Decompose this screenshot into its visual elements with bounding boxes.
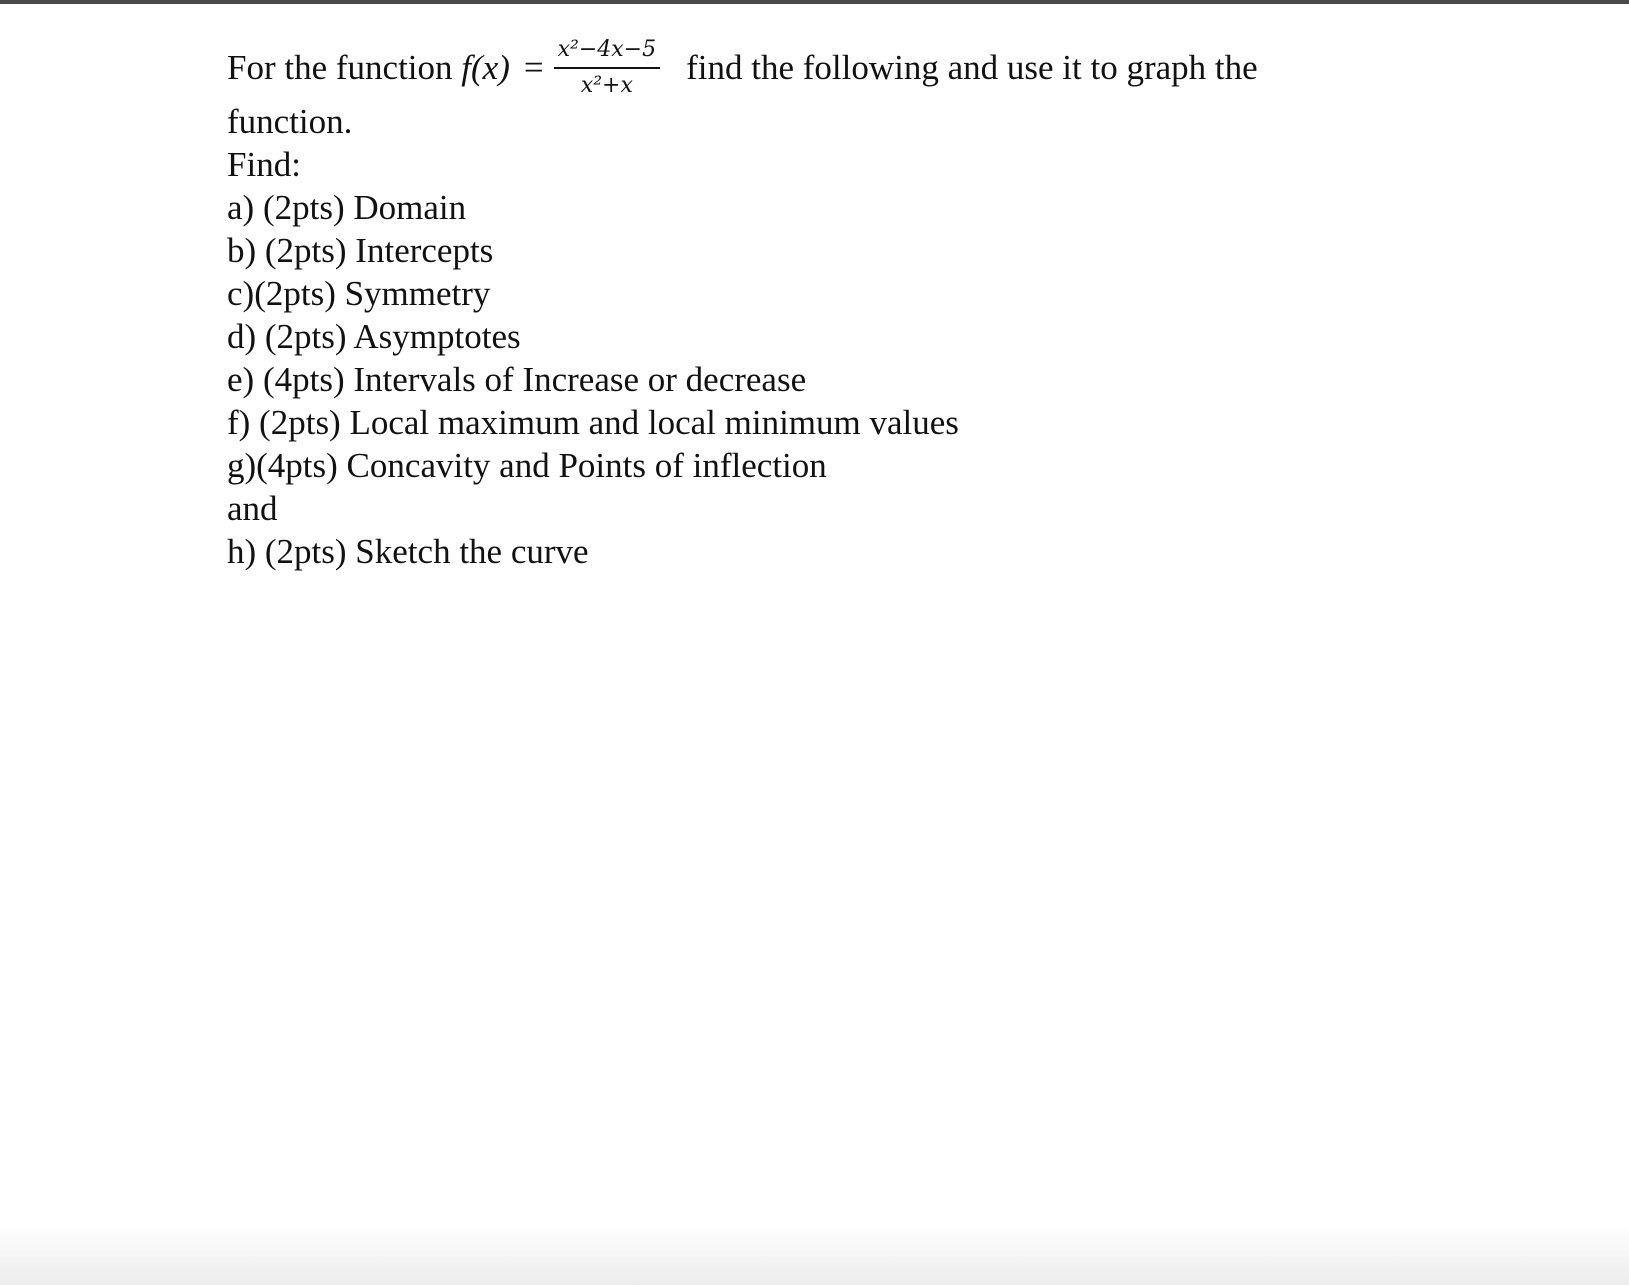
intro-continuation: function.	[227, 102, 353, 141]
bottom-shadow	[0, 1225, 1629, 1285]
intro-suffix: find the following and use it to graph the	[686, 48, 1258, 87]
equals-sign: =	[523, 48, 544, 87]
intro-prefix: For the function	[227, 48, 453, 87]
function-name: f(x)	[461, 48, 510, 87]
intro-line	[227, 28, 1587, 108]
fraction	[554, 37, 661, 99]
item-and: and	[227, 489, 278, 528]
fraction-denominator: x²+x	[580, 73, 633, 98]
item-c: c)(2pts) Symmetry	[227, 274, 491, 313]
find-label: Find:	[227, 145, 301, 184]
item-h: h) (2pts) Sketch the curve	[227, 532, 589, 571]
item-b: b) (2pts) Intercepts	[227, 231, 494, 270]
item-d: d) (2pts) Asymptotes	[227, 317, 521, 356]
problem-text	[227, 28, 1587, 573]
item-a: a) (2pts) Domain	[227, 188, 467, 227]
item-e: e) (4pts) Intervals of Increase or decrease	[227, 360, 807, 399]
item-g: g)(4pts) Concavity and Points of inflection	[227, 446, 827, 485]
item-f: f) (2pts) Local maximum and local minimum values	[227, 403, 959, 442]
top-border	[0, 0, 1629, 4]
fraction-numerator: x²−4x−5	[554, 37, 661, 69]
